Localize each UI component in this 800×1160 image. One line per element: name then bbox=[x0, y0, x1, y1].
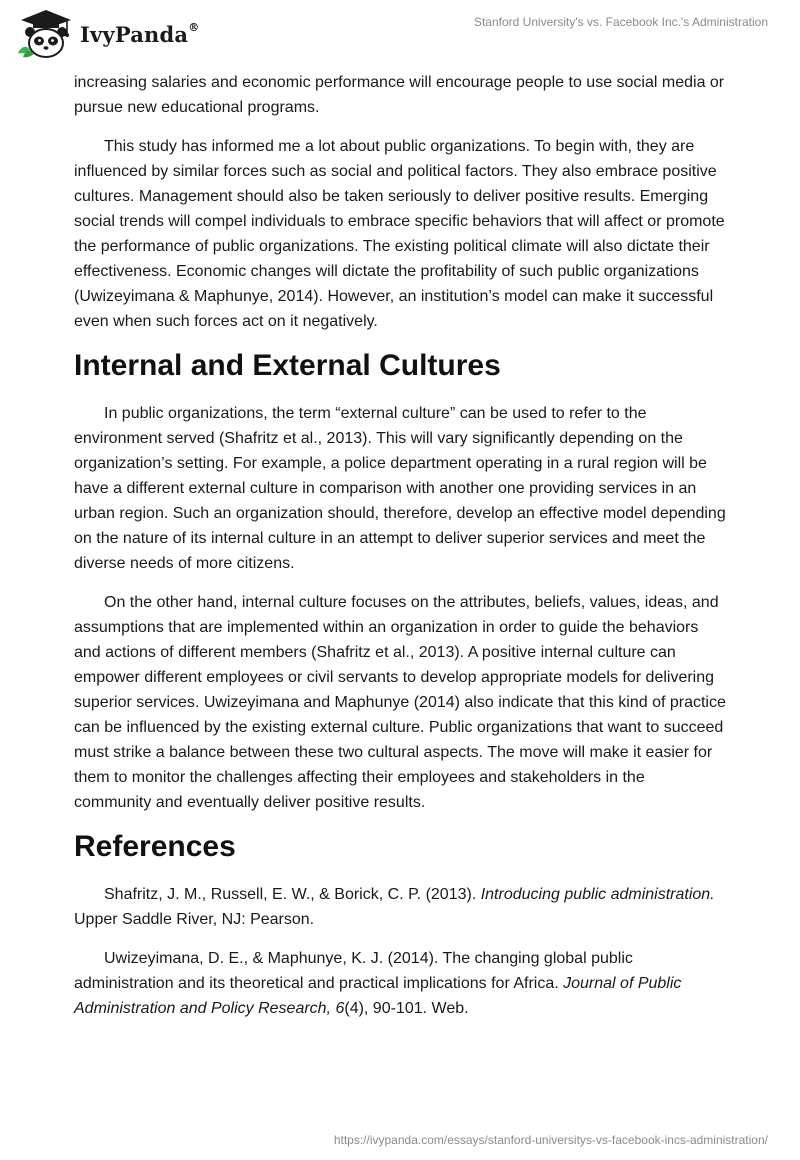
document-title: Stanford University's vs. Facebook Inc.'s Administration bbox=[473, 15, 768, 29]
reference-title: Introducing public administration. bbox=[480, 886, 715, 903]
panda-graduate-icon bbox=[15, 7, 77, 59]
essay-content bbox=[74, 70, 726, 1035]
paragraph-study-summary: This study has informed me a lot about public organizations. To begin with, they are influenced by similar forces such as social and political factors. They also embrace positive cultures. Management should also be taken seriously to deliver positive results. Emerging social trends will compel individuals to embrace specific behaviors that will affect or promote the performance of public organizations. The existing political climate will also dictate their effectiveness. Economic changes will dictate the profitability of such public organizations (Uwizeyimana & Maphunye, 2014). However, an institution’s model can make it successful even when such forces act on it negatively. bbox=[74, 138, 725, 330]
reference-journal: Journal of Public Administration and Policy Research, 6 bbox=[74, 975, 682, 1017]
heading-references: References bbox=[74, 830, 236, 863]
reference-pages: (4), 90-101. Web. bbox=[344, 1000, 469, 1017]
paragraph-continuation: increasing salaries and economic performance will encourage people to use social media or pursue new educational programs. bbox=[74, 74, 725, 116]
paragraph-external-culture: In public organizations, the term “external culture” can be used to refer to the environment served (Shafritz et al., 2013). This will vary significantly depending on the organization’s setting. For example, a police department operating in a rural region will be have a different external culture in comparison with another one providing services in an urban region. Such an organization should, therefore, develop an effective model depending on the nature of its internal culture in an attempt to deliver superior services and meet the diverse needs of more citizens. bbox=[74, 405, 726, 572]
heading-internal-external-cultures: Internal and External Cultures bbox=[74, 349, 501, 382]
reference-entry-shafritz bbox=[74, 882, 726, 932]
reference-publisher: Upper Saddle River, NJ: Pearson. bbox=[74, 911, 315, 928]
paragraph-internal-culture: On the other hand, internal culture focuses on the attributes, beliefs, values, ideas, and assumptions that are implemented within an organization in order to guide the behaviors and actions of different members (Shafritz et al., 2013). A positive internal culture can empower different employees or civil servants to develop appropriate models for delivering superior services. Uwizeyimana and Maphunye (2014) also indicate that this kind of practice can be influenced by the existing external culture. Public organizations that want to succeed must strike a balance between these two cultural aspects. The move will make it easier for them to monitor the challenges affecting their employees and stakeholders in the community and eventually deliver positive results. bbox=[74, 594, 726, 811]
brand-name[interactable]: IvyPanda® bbox=[80, 21, 200, 47]
reference-entry-uwizeyimana bbox=[74, 946, 726, 1021]
reference-authors: Shafritz, J. M., Russell, E. W., & Borick, C. P. (2013). bbox=[104, 886, 481, 903]
reference-authors: Uwizeyimana, D. E., & Maphunye, K. J. (2014). The changing global public administration and its theoretical and practical implications for Africa. bbox=[74, 950, 633, 992]
page-header bbox=[0, 0, 800, 68]
source-url-link[interactable]: https://ivypanda.com/essays/stanford-universitys-vs-facebook-incs-administration/ bbox=[333, 1133, 768, 1147]
